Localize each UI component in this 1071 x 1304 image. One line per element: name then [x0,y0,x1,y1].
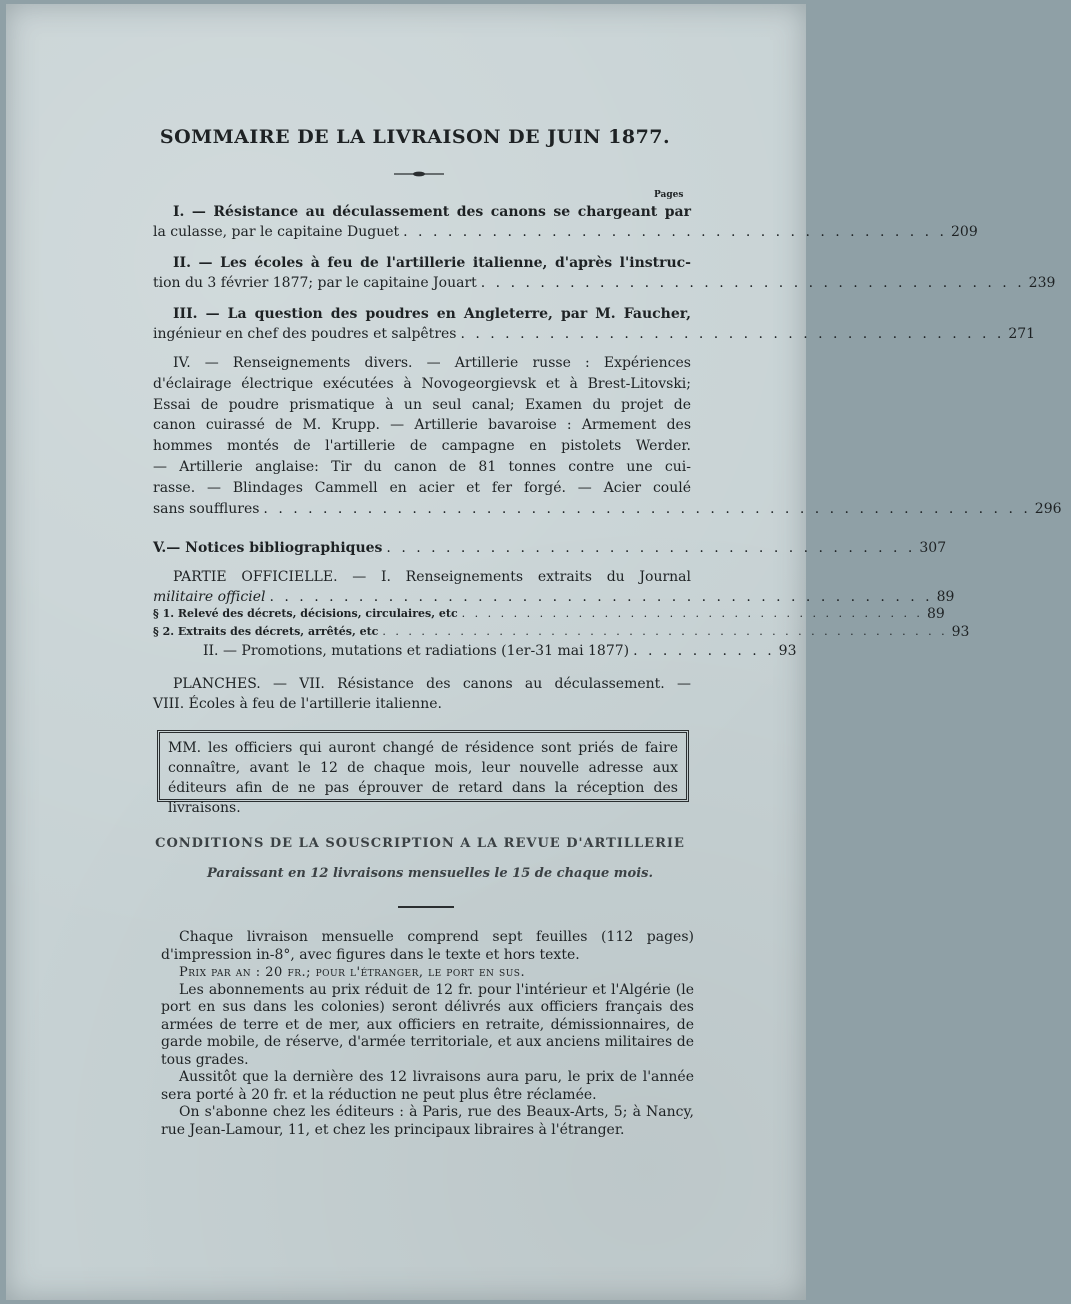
toc-line [153,605,945,623]
toc-entry-planches [153,674,691,714]
notice-box: MM. les officiers qui auront changé de résidence sont priés de faire connaître, avant le 12 de chaque mois, leur nouvelle adresse aux éditeurs afin de ne pas éprouver de retard dans la réception des livraisons. [157,730,689,802]
toc-line [153,499,1062,520]
page-number: 239 [1028,275,1056,291]
page-number: 307 [919,540,947,556]
toc-entry-v [153,538,947,558]
leader-dots: . . . . . . . . . . . . . . . . . . . . . . . . . . . . . . . . . . . . . [403,224,948,240]
leader-dots: . . . . . . . . . . . . . . . . . . . . . . . . . . . . . . . . . . . . . [460,326,1005,342]
toc-line [153,623,970,641]
ornament-rule [394,170,444,178]
toc-line: rasse. — Blindages Cammell en acier et fer forgé. — Acier coulé [153,479,691,496]
conditions-price: Prix par an : 20 fr.; pour l'étranger, le port en sus. [179,965,526,980]
toc-text: § 2. Extraits des décrets, arrêtés, etc [153,625,379,638]
toc-line: VIII. Écoles à feu de l'artillerie italienne. [153,696,442,712]
toc-line: canon cuirassé de M. Krupp. — Artillerie bavaroise : Armement des [153,417,691,434]
toc-line: PLANCHES. — VII. Résistance des canons au déculassement. — [173,676,691,692]
leader-dots: . . . . . . . . . . . . . . . . . . . . . . . . . . . . . . . . . . . . [461,607,923,620]
toc-text: la culasse, par le capitaine Duguet [153,224,400,240]
page-number: 209 [951,224,978,240]
toc-line [153,273,1056,293]
page-title: SOMMAIRE DE LA LIVRAISON DE JUIN 1877. [159,126,671,148]
conditions-body [161,929,694,1139]
page-number: 271 [1008,326,1036,342]
leader-dots: . . . . . . . . . . . . . . . . . . . . . . . . . . . . . . . . . . . . . . . . . . . . [382,625,948,638]
toc-line: III. — La question des poudres en Angleterre, par M. Faucher, [173,306,691,322]
toc-entry-iii [153,304,1036,344]
page-number: 89 [936,589,955,605]
toc-line [153,587,955,605]
toc-line: d'éclairage électrique exécutées à Novogeorgievsk et à Brest-Litovski; [153,375,691,392]
conditions-paragraph: Chaque livraison mensuelle comprend sept feuilles (112 pages) d'impression in-8°, avec figures dans le texte et hors texte. [161,929,694,963]
conditions-subtitle: Paraissant en 12 livraisons mensuelles le 15 de chaque mois. [207,866,653,881]
leader-dots: . . . . . . . . . . . . . . . . . . . . . . . . . . . . . . . . . . . . . . . . . . . . . . . . . . . . [263,500,1031,517]
toc-entry-i [153,202,978,242]
toc-line [153,222,978,242]
conditions-paragraph: On s'abonne chez les éditeurs : à Paris, rue des Beaux-Arts, 5; à Nancy, rue Jean-Lamour, 11, et chez les principaux libraires à l'étranger. [161,1104,694,1138]
page-number: 89 [926,606,945,622]
toc-text: tion du 3 février 1877; par le capitaine Jouart [153,275,477,291]
page-number: 296 [1034,500,1062,517]
divider-rule [398,906,454,908]
conditions-paragraph: Les abonnements au prix réduit de 12 fr. pour l'intérieur et l'Algérie (le port en sus dans les colonies) seront délivrés aux officiers français des armées de terre et de mer, aux officiers en retraite, démissionnaires, de garde mobile, de réserve, d'armée territoriale, et aux anciens militaires de tous grades. [161,981,694,1068]
toc-line: IV. — Renseignements divers. — Artillerie russe : Expériences [173,355,691,371]
conditions-title: CONDITIONS DE LA SOUSCRIPTION A LA REVUE D'ARTILLERIE [155,836,685,851]
toc-line: II. — Les écoles à feu de l'artillerie italienne, d'après l'instruc- [173,255,691,271]
toc-text: sans soufflures [153,500,260,517]
toc-line [153,324,1036,344]
toc-line: Essai de poudre prismatique à un seul canal; Examen du projet de [153,396,691,413]
toc-text: § 1. Relevé des décrets, décisions, circulaires, etc [153,607,458,620]
leader-dots: . . . . . . . . . . . . . . . . . . . . . . . . . . . . . . . . . . . . . [480,275,1025,291]
toc-entry-partie-officielle [153,567,970,661]
toc-entry-ii [153,253,1056,293]
toc-line [153,538,947,558]
toc-line: — Artillerie anglaise: Tir du canon de 81 tonnes contre une cui- [153,458,691,475]
toc-line: I. — Résistance au déculassement des canons se chargeant par [173,204,691,220]
leader-dots: . . . . . . . . . . [633,643,775,659]
toc-text: militaire officiel [153,589,266,605]
leader-dots: . . . . . . . . . . . . . . . . . . . . . . . . . . . . . . . . . . . . [386,540,916,556]
toc-line: hommes montés de l'artillerie de campagne en pistolets Werder. [153,438,691,455]
conditions-paragraph: Aussitôt que la dernière des 12 livraisons aura paru, le prix de l'année sera porté à 20 fr. et la réduction ne peut plus être réclamée. [161,1069,694,1103]
toc-text: ingénieur en chef des poudres et salpêtres [153,326,457,342]
pages-column-label: Pages [654,190,684,200]
toc-line: PARTIE OFFICIELLE. — I. Renseignements extraits du Journal [173,569,691,585]
page-number: 93 [778,643,797,659]
leader-dots: . . . . . . . . . . . . . . . . . . . . . . . . . . . . . . . . . . . . . . . . . . . . . [269,589,933,605]
toc-text: II. — Promotions, mutations et radiations (1er-31 mai 1877) [203,643,630,659]
toc-text: V.— Notices bibliographiques [153,540,383,556]
toc-line [153,641,797,661]
toc-entry-iv [153,353,1062,519]
page-number: 93 [951,624,970,640]
